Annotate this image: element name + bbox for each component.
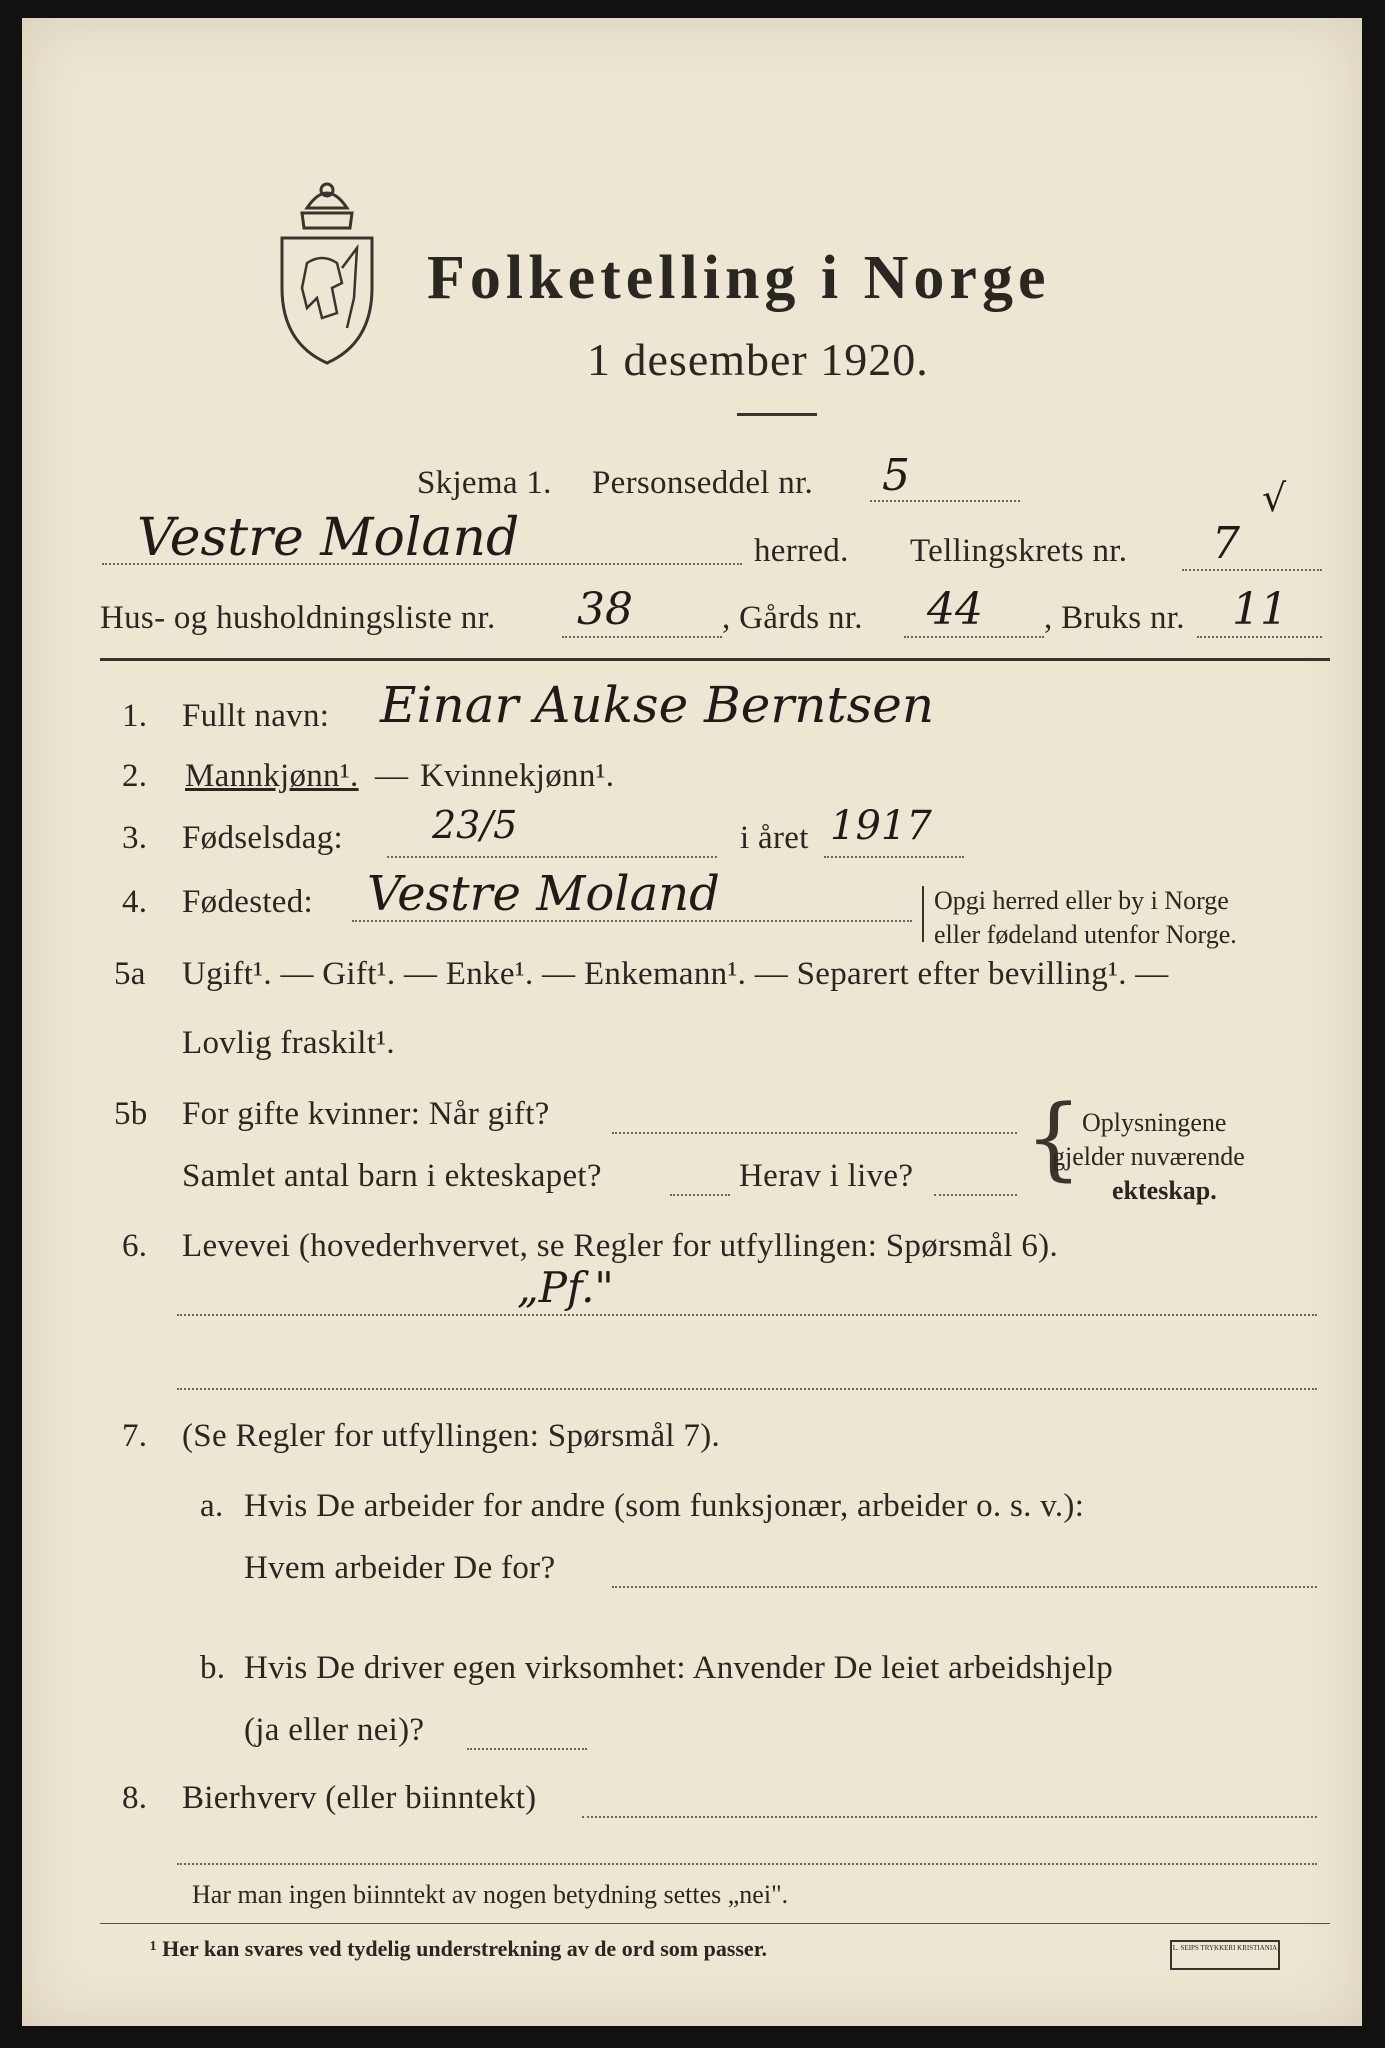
herred-label: herred. [754,533,849,569]
q3-label: Fødselsdag: [182,820,343,856]
q5b-number: 5b [114,1096,148,1132]
q6-value: „Pf." [517,1263,614,1312]
bruks-value: 11 [1232,584,1288,635]
q5b-note-line3: ekteskap. [1112,1176,1217,1205]
q8-number: 8. [122,1780,148,1816]
herred-value: Vestre Moland [137,508,520,568]
printer-stamp-text: L. SEIPS TRYKKERI KRISTIANIA [1172,1944,1278,1952]
q7-label: (Se Regler for utfyllingen: Spørsmål 7). [182,1418,721,1454]
q3-year-value: 1917 [830,803,932,849]
q7a-dots [612,1586,1317,1588]
q6-label: Levevei (hovederhvervet, se Regler for utfyllingen: Spørsmål 6). [182,1228,1059,1264]
q5b-gift-dots [612,1132,1017,1134]
q1-label: Fullt navn: [182,698,330,734]
q6-dots-1 [177,1314,1317,1316]
hus-dots [562,636,722,638]
q8-label: Bierhverv (eller biinntekt) [182,1780,537,1816]
q2-separator: — [375,758,409,794]
bruks-dots [1197,636,1322,638]
q3-value: 23/5 [432,803,518,847]
q2-male-option: Mannkjønn¹. [185,758,359,794]
gards-value: 44 [927,584,983,635]
q8-dots-2 [177,1863,1317,1865]
q2-number: 2. [122,758,148,794]
footnote-rule [100,1923,1330,1924]
q8-dots-1 [582,1816,1317,1818]
q4-note-line2: eller fødeland utenfor Norge. [934,920,1237,949]
q5b-note-line1: Oplysningene [1082,1108,1227,1137]
footnote: ¹ Her kan svares ved tydelig understrekning av de ord som passer. [150,1936,767,1961]
form-date: 1 desember 1920. [587,334,929,385]
gards-dots [904,636,1044,638]
q5b-note-brace: { [1025,1086,1083,1191]
q7b-dots [467,1748,587,1750]
q4-label: Fødested: [182,884,314,920]
q3-dots [387,856,717,858]
q3-year-dots [824,856,964,858]
q4-number: 4. [122,884,148,920]
q7a-line2: Hvem arbeider De for? [244,1550,556,1586]
title-divider [737,413,817,416]
q6-dots-2 [177,1388,1317,1390]
bruks-label: , Bruks nr. [1044,600,1185,636]
header-rule [100,658,1330,661]
hus-value: 38 [577,584,633,635]
q7b-line2: (ja eller nei)? [244,1712,425,1748]
q5b-note-line2: gjelder nuværende [1052,1142,1245,1171]
gards-label: , Gårds nr. [722,600,863,636]
q5a-number: 5a [114,956,146,992]
q3-number: 3. [122,820,148,856]
form-title: Folketelling i Norge [427,244,1051,312]
q5b-line2b: Herav i live? [739,1158,914,1194]
q5a-line1: Ugift¹. — Gift¹. — Enke¹. — Enkemann¹. — Separert efter bevilling¹. — [182,956,1169,992]
q7a-letter: a. [200,1488,224,1524]
hus-label: Hus- og husholdningsliste nr. [100,600,496,636]
q7b-letter: b. [200,1650,226,1686]
q3-year-label: i året [740,820,809,856]
q6-number: 6. [122,1228,148,1264]
q8-note: Har man ingen biinntekt av nogen betydning settes „nei". [192,1880,789,1909]
check-mark: √ [1262,476,1287,520]
q4-note-line1: Opgi herred eller by i Norge [934,886,1229,915]
q5b-children-dots [670,1194,730,1196]
q5b-line1: For gifte kvinner: Når gift? [182,1096,550,1132]
q5b-line2a: Samlet antal barn i ekteskapet? [182,1158,602,1194]
tellingskrets-label: Tellingskrets nr. [910,533,1128,569]
q2-female-option: Kvinnekjønn¹. [420,758,615,794]
q7-number: 7. [122,1418,148,1454]
coat-of-arms-icon [262,168,392,368]
q4-value: Vestre Moland [367,866,720,922]
q5b-alive-dots [934,1194,1017,1196]
q1-number: 1. [122,698,148,734]
printer-stamp [1170,1940,1280,1970]
tellingskrets-dots [1182,569,1322,571]
personseddel-label: Personseddel nr. [592,465,814,501]
census-form-page [22,18,1362,2026]
personseddel-value: 5 [882,450,910,501]
q7a-line1: Hvis De arbeider for andre (som funksjonær, arbeider o. s. v.): [244,1488,1085,1524]
skjema-label: Skjema 1. [417,465,552,501]
tellingskrets-value: 7 [1212,518,1240,569]
q7b-line1: Hvis De driver egen virksomhet: Anvender De leiet arbeidshjelp [244,1650,1114,1686]
q1-value: Einar Aukse Berntsen [380,676,935,734]
q5a-line2: Lovlig fraskilt¹. [182,1025,395,1061]
q4-note-bracket [922,886,930,942]
